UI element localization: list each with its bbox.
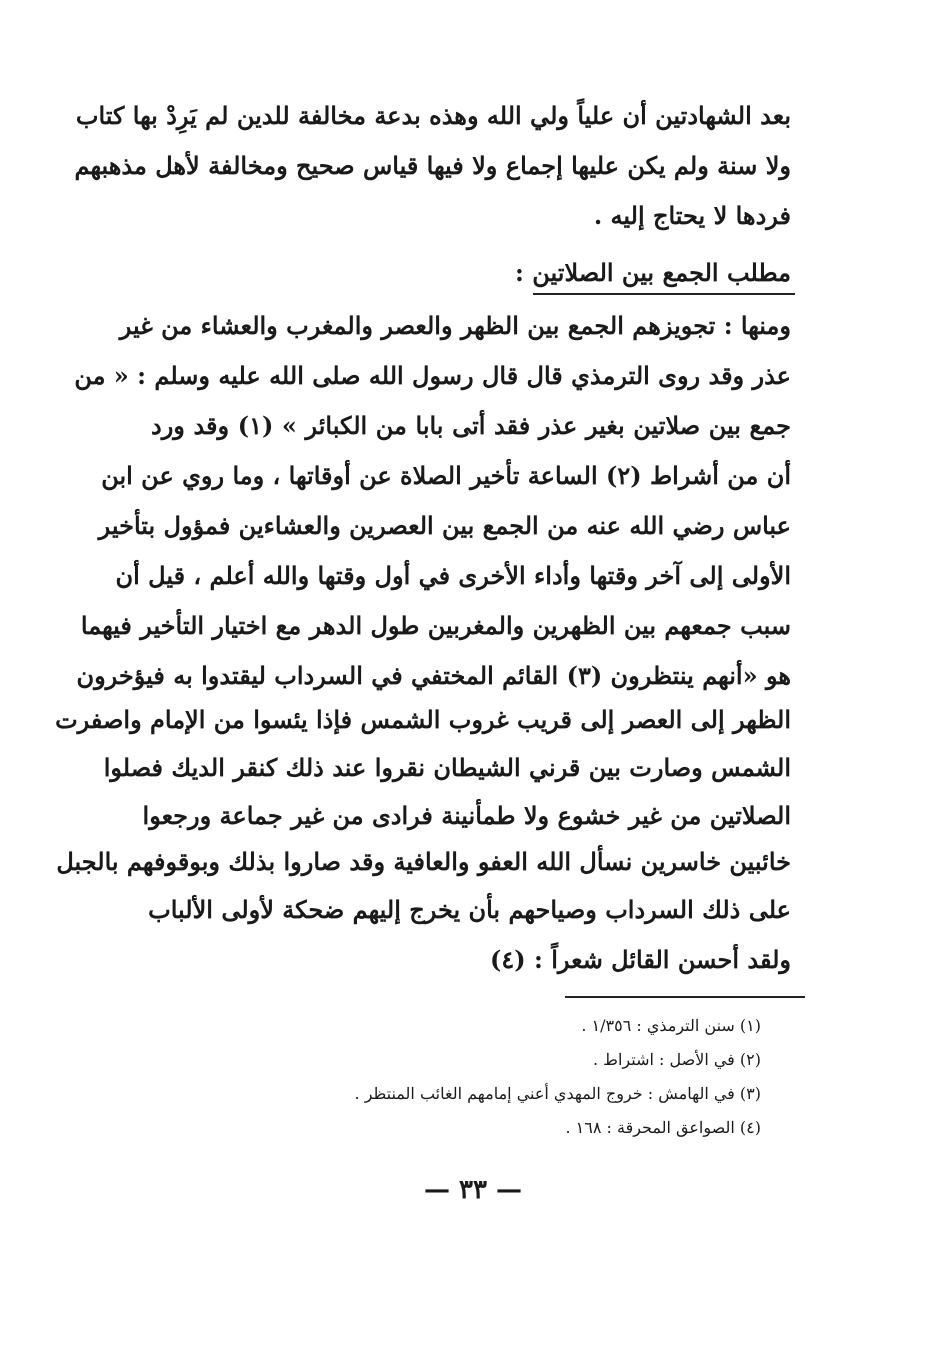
text-line: بعد الشهادتين أن علياً ولي الله وهذه بدعة مخالفة للدين لم يَرِدْ بها كتاب: [75, 101, 791, 130]
footnote-separator: [565, 996, 805, 998]
text-line: الصلاتين من غير خشوع ولا طمأنينة فرادى من غير جماعة ورجعوا: [142, 801, 791, 830]
text-line: خائبين خاسرين نسأل الله العفو والعافية وقد صاروا بذلك وبوقوفهم بالجبل: [56, 847, 791, 876]
footnote: (١) سنن الترمذي : ١/٣٥٦ .: [581, 1016, 761, 1035]
text-line: هو «أنهم ينتظرون (٣) القائم المختفي في السرداب ليقتدوا به فيؤخرون: [76, 661, 791, 690]
section-heading: مطلب الجمع بين الصلاتين :: [515, 258, 791, 287]
text-line: فردها لا يحتاج إليه .: [593, 201, 791, 230]
text-line: على ذلك السرداب وصياحهم بأن يخرج إليهم ضحكة لأولى الألباب: [148, 895, 791, 924]
text-line: سبب جمعهم بين الظهرين والمغربين طول الدهر مع اختيار التأخير فيهما: [80, 611, 791, 640]
text-line: الأولى إلى آخر وقتها وأداء الأخرى في أول وقتها والله أعلم ، قيل أن: [115, 561, 791, 590]
footnote: (٣) في الهامش : خروج المهدي أعني إمامهم الغائب المنتظر .: [354, 1084, 761, 1103]
footnote: (٢) في الأصل : اشتراط .: [593, 1050, 761, 1069]
text-line: أن من أشراط (٢) الساعة تأخير الصلاة عن أوقاتها ، وما روي عن ابن: [101, 461, 791, 490]
text-line: ومنها : تجويزهم الجمع بين الظهر والعصر والمغرب والعشاء من غير: [119, 311, 791, 340]
text-line: ولا سنة ولم يكن عليها إجماع ولا فيها قياس صحيح ومخالفة لأهل مذهبهم: [74, 151, 791, 180]
page-number: — ٣٣ —: [423, 1175, 523, 1205]
text-line: الظهر إلى العصر إلى قريب غروب الشمس فإذا يئسوا من الإمام واصفرت: [55, 705, 791, 734]
text-line: جمع بين صلاتين بغير عذر فقد أتى بابا من الكبائر » (١) وقد ورد: [151, 411, 791, 440]
text-line: عذر وقد روى الترمذي قال قال رسول الله صلى الله عليه وسلم : « من: [74, 361, 791, 390]
text-line: عباس رضي الله عنه من الجمع بين العصرين والعشاءين فمؤول بتأخير: [98, 511, 791, 540]
text-line: الشمس وصارت بين قرني الشيطان نقروا عند ذلك كنقر الديك فصلوا: [103, 753, 791, 782]
heading-underline: [533, 293, 795, 295]
text-line: ولقد أحسن القائل شعراً : (٤): [490, 945, 791, 974]
footnote: (٤) الصواعق المحرقة : ١٦٨ .: [565, 1118, 761, 1137]
